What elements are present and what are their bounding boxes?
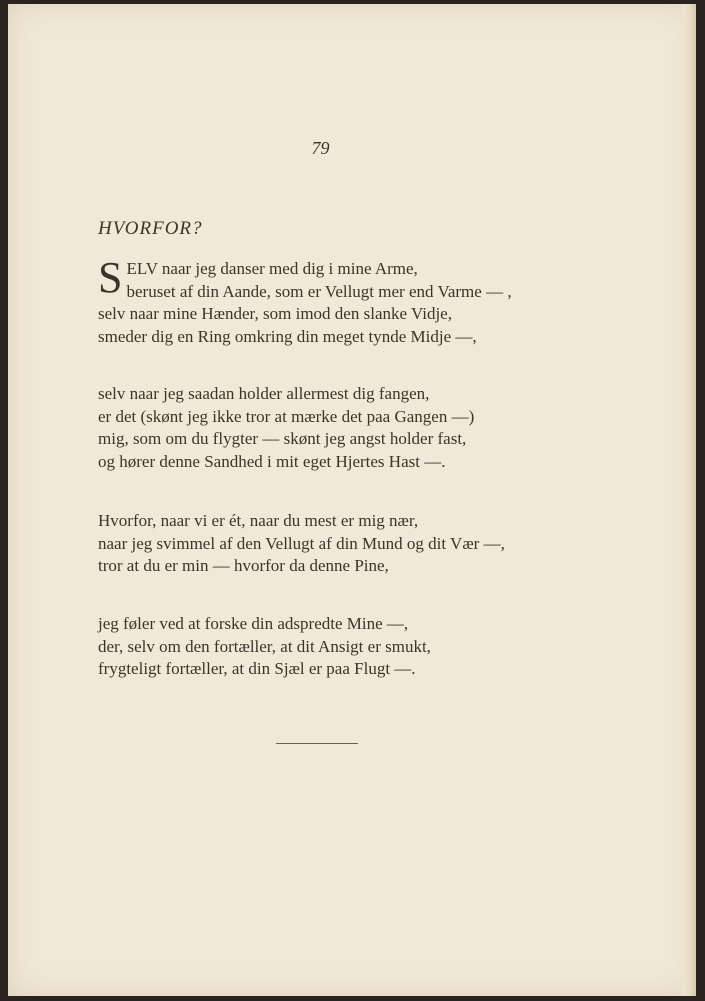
poem-line: Hvorfor, naar vi er ét, naar du mest er mig nær, [98,511,419,530]
poem-line: er det (skønt jeg ikke tror at mærke det paa Gangen —) [98,406,475,426]
poem-line: tror at du er min — hvorfor da denne Pine, [98,556,389,575]
poem-line: ELV naar jeg danser med dig i mine Arme, [126,259,418,278]
poem-line: frygteligt fortæller, at din Sjæl er paa Flugt —. [98,659,416,678]
stanza-4 [98,613,431,681]
closing-rule [276,743,358,744]
poem-line: smeder dig en Ring omkring din meget tynde Midje —, [98,326,477,346]
poem-line: jeg føler ved at forske din adspredte Mine —, [98,614,409,633]
poem-line: selv naar jeg saadan holder allermest dig fangen, [98,384,430,403]
book-page [8,4,696,996]
page-number: 79 [311,138,330,158]
stanza-1 [98,253,512,348]
drop-cap: S [98,253,123,302]
poem-line: selv naar mine Hænder, som imod den slanke Vidje, [98,304,452,323]
poem-line: beruset af din Aande, som er Vellugt mer end Varme — , [126,281,512,301]
poem-line: naar jeg svimmel af den Vellugt af din Mund og dit Vær —, [98,533,505,553]
poem-line: mig, som om du flygter — skønt jeg angst holder fast, [98,429,467,448]
page-edge [682,4,696,996]
poem-line: og hører denne Sandhed i mit eget Hjertes Hast —. [98,451,446,471]
stanza-3 [98,510,505,578]
stanza-2 [98,383,474,473]
poem-title: HVORFOR? [98,218,203,239]
poem-line: der, selv om den fortæller, at dit Ansigt er smukt, [98,636,431,656]
